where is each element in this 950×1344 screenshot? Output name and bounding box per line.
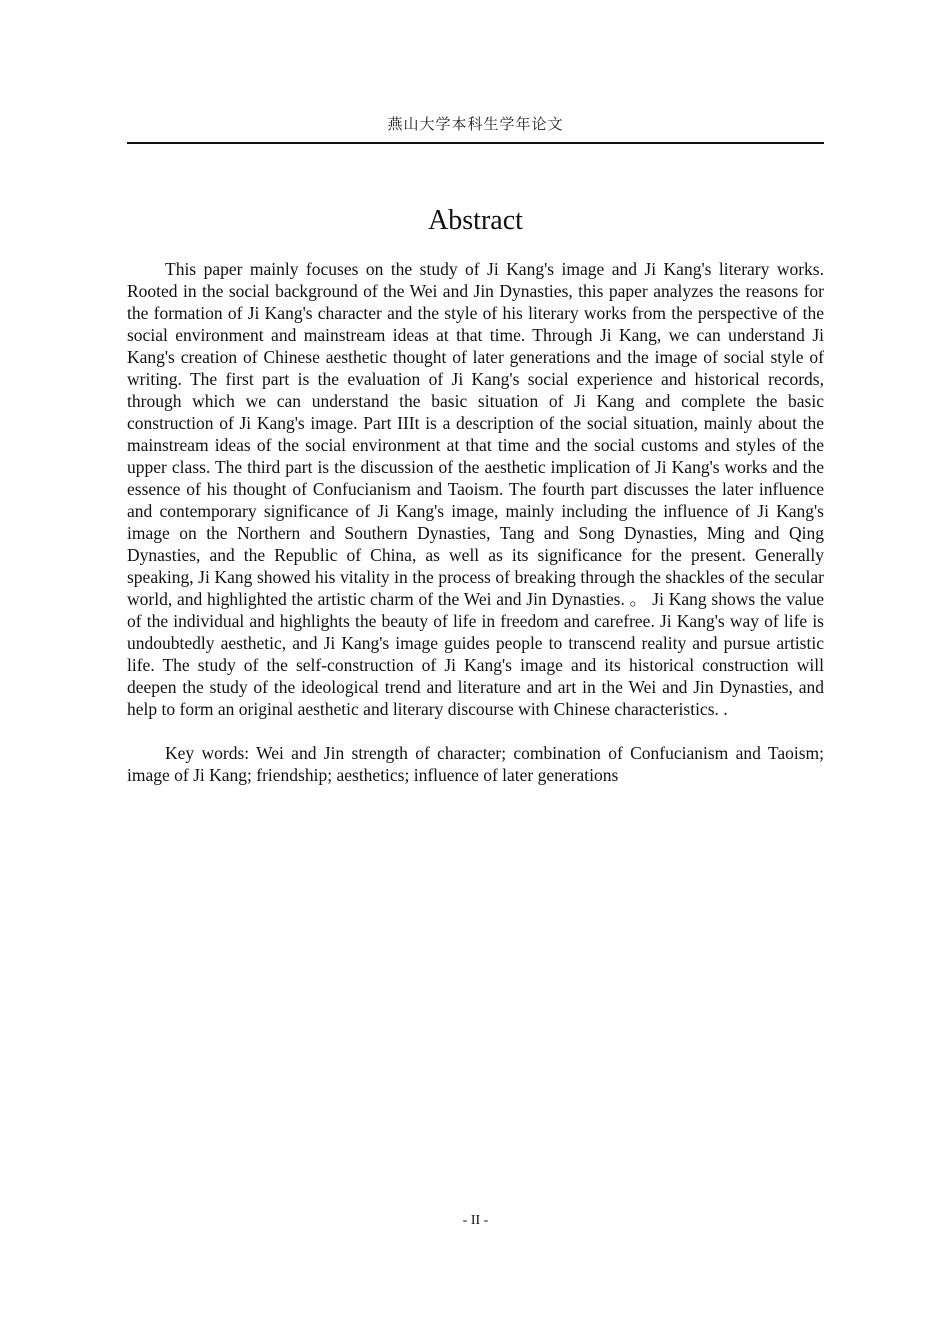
abstract-paragraph: This paper mainly focuses on the study of Ji Kang's image and Ji Kang's literary works. Rooted in the social background of the Wei and Jin Dynasties, this paper analyzes the reasons for the formation of Ji Kang's character and the style of his literary works from the perspective of the social environment and mainstream ideas at that time. Through Ji Kang, we can understand Ji Kang's creation of Chinese aesthetic thought of later generations and the image of social style of writing. The first part is the evaluation of Ji Kang's social experience and historical records, through which we can understand the basic situation of Ji Kang and complete the basic construction of Ji Kang's image. Part IIIt is a description of the social situation, mainly about the mainstream ideas of the social environment at that time and the social customs and styles of the upper class. The third part is the discussion of the aesthetic implication of Ji Kang's works and the essence of his thought of Confucianism and Taoism. The fourth part discusses the later influence and contemporary significance of Ji Kang's image, mainly including the influence of Ji Kang's image on the Northern and Southern Dynasties, Tang and Song Dynasties, Ming and Qing Dynasties, and the Republic of China, as well as its significance for the present. Generally speaking, Ji Kang showed his vitality in the process of breaking through the shackles of the secular world, and highlighted the artistic charm of the Wei and Jin Dynasties. 。 Ji Kang shows the value of the individual and highlights the beauty of life in freedom and carefree. Ji Kang's way of life is undoubtedly aesthetic, and Ji Kang's image guides people to transcend reality and pursue artistic life. The study of the self-construction of Ji Kang's image and its historical construction will deepen the study of the ideological trend and literature and art in the Wei and Jin Dynasties, and help to form an original aesthetic and literary discourse with Chinese characteristics. .	[127, 259, 824, 719]
running-header: 燕山大学本科生学年论文	[387, 115, 564, 133]
keywords-paragraph: Key words: Wei and Jin strength of character; combination of Confucianism and Taoism; image of Ji Kang; friendship; aesthetics; influence of later generations	[127, 743, 824, 785]
header-rule	[127, 142, 824, 144]
page-title: Abstract	[428, 204, 523, 236]
abstract-body	[127, 258, 824, 786]
page-number: - II -	[462, 1213, 489, 1228]
